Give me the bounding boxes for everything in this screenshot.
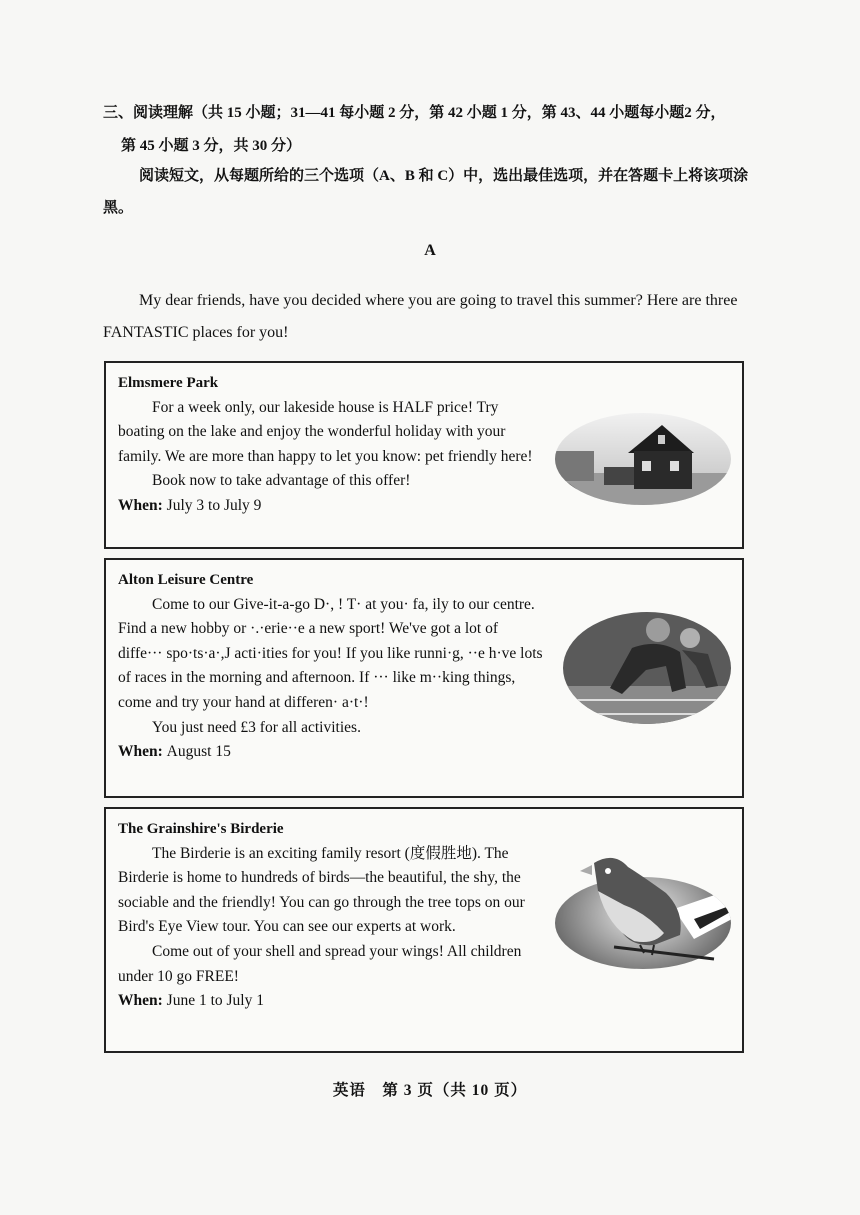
children-running-photo [562,608,732,728]
ad-text [118,817,544,1014]
ad-text [118,371,544,519]
ad-when [118,740,544,765]
when-label: When: [118,743,163,761]
ad-paragraph: Book now to take advantage of this offer! [152,472,411,490]
instructions: 阅读短文，从每题所给的三个选项（A、B 和 C）中，选出最佳选项，并在答题卡上将该项涂黑。 [103,168,749,216]
when-value: July 3 to July 9 [166,496,262,514]
ad-title: Elmsmere Park [118,375,219,391]
when-value: August 15 [166,743,231,761]
ad-box-grainshire-birderie [104,807,744,1053]
section-heading-line1: 三、阅读理解（共 15 小题；31—41 每小题 2 分，第 42 小题 1 分，第 43、44 小题每小题2 分， [103,105,726,121]
ad-box-alton-leisure-centre [104,558,744,798]
ad-title: Alton Leisure Centre [118,572,254,588]
when-label: When: [118,496,163,514]
lakeside-house-photo [554,411,732,507]
passage-intro: My dear friends, have you decided where you are going to travel this summer? Here are three FANTASTIC places for you! [103,292,738,341]
ad-paragraph: You just need £3 for all activities. [152,718,361,736]
ad-paragraph: Come to our Give-it-a-go D·, ! T· at you· fa, ily to our centre. Find a new hobby or ·.·erie··e a new sport! We've got a lot of diffe··· spo·ts·a·,J acti·ities for you! If you like runni·g, ··e h·ve lots of races in the morning and afternoon. If ··· like m··king things, come and try your hand at differen· a·t·! [118,595,543,711]
section-heading-line2: 第 45 小题 3 分，共 30 分） [121,138,302,154]
section-heading [103,97,763,163]
when-value: June 1 to July 1 [166,992,264,1010]
ad-paragraph: The Birderie is an exciting family resort (度假胜地). The Birderie is home to hundreds of birds—the beautiful, the shy, the sociable and the friendly! You can go through the tree tops on our Bird's Eye View tour. You can see our experts at work. [118,844,525,936]
ad-text [118,568,544,765]
ad-when [118,494,544,519]
ad-box-elmsmere-park [104,361,744,549]
ad-title: The Grainshire's Birderie [118,821,284,837]
passage-label: A [424,242,436,259]
ad-when [118,989,544,1014]
ad-paragraph: For a week only, our lakeside house is HALF price! Try boating on the lake and enjoy the wonderful holiday with your family. We are more than happy to let you know: pet friendly here! [118,398,533,465]
ad-paragraph: Come out of your shell and spread your wings! All children under 10 go FREE! [118,942,522,985]
page-footer: 英语 第 3 页（共 10 页） [332,1082,528,1099]
when-label: When: [118,992,163,1010]
bird-photo [554,849,732,977]
